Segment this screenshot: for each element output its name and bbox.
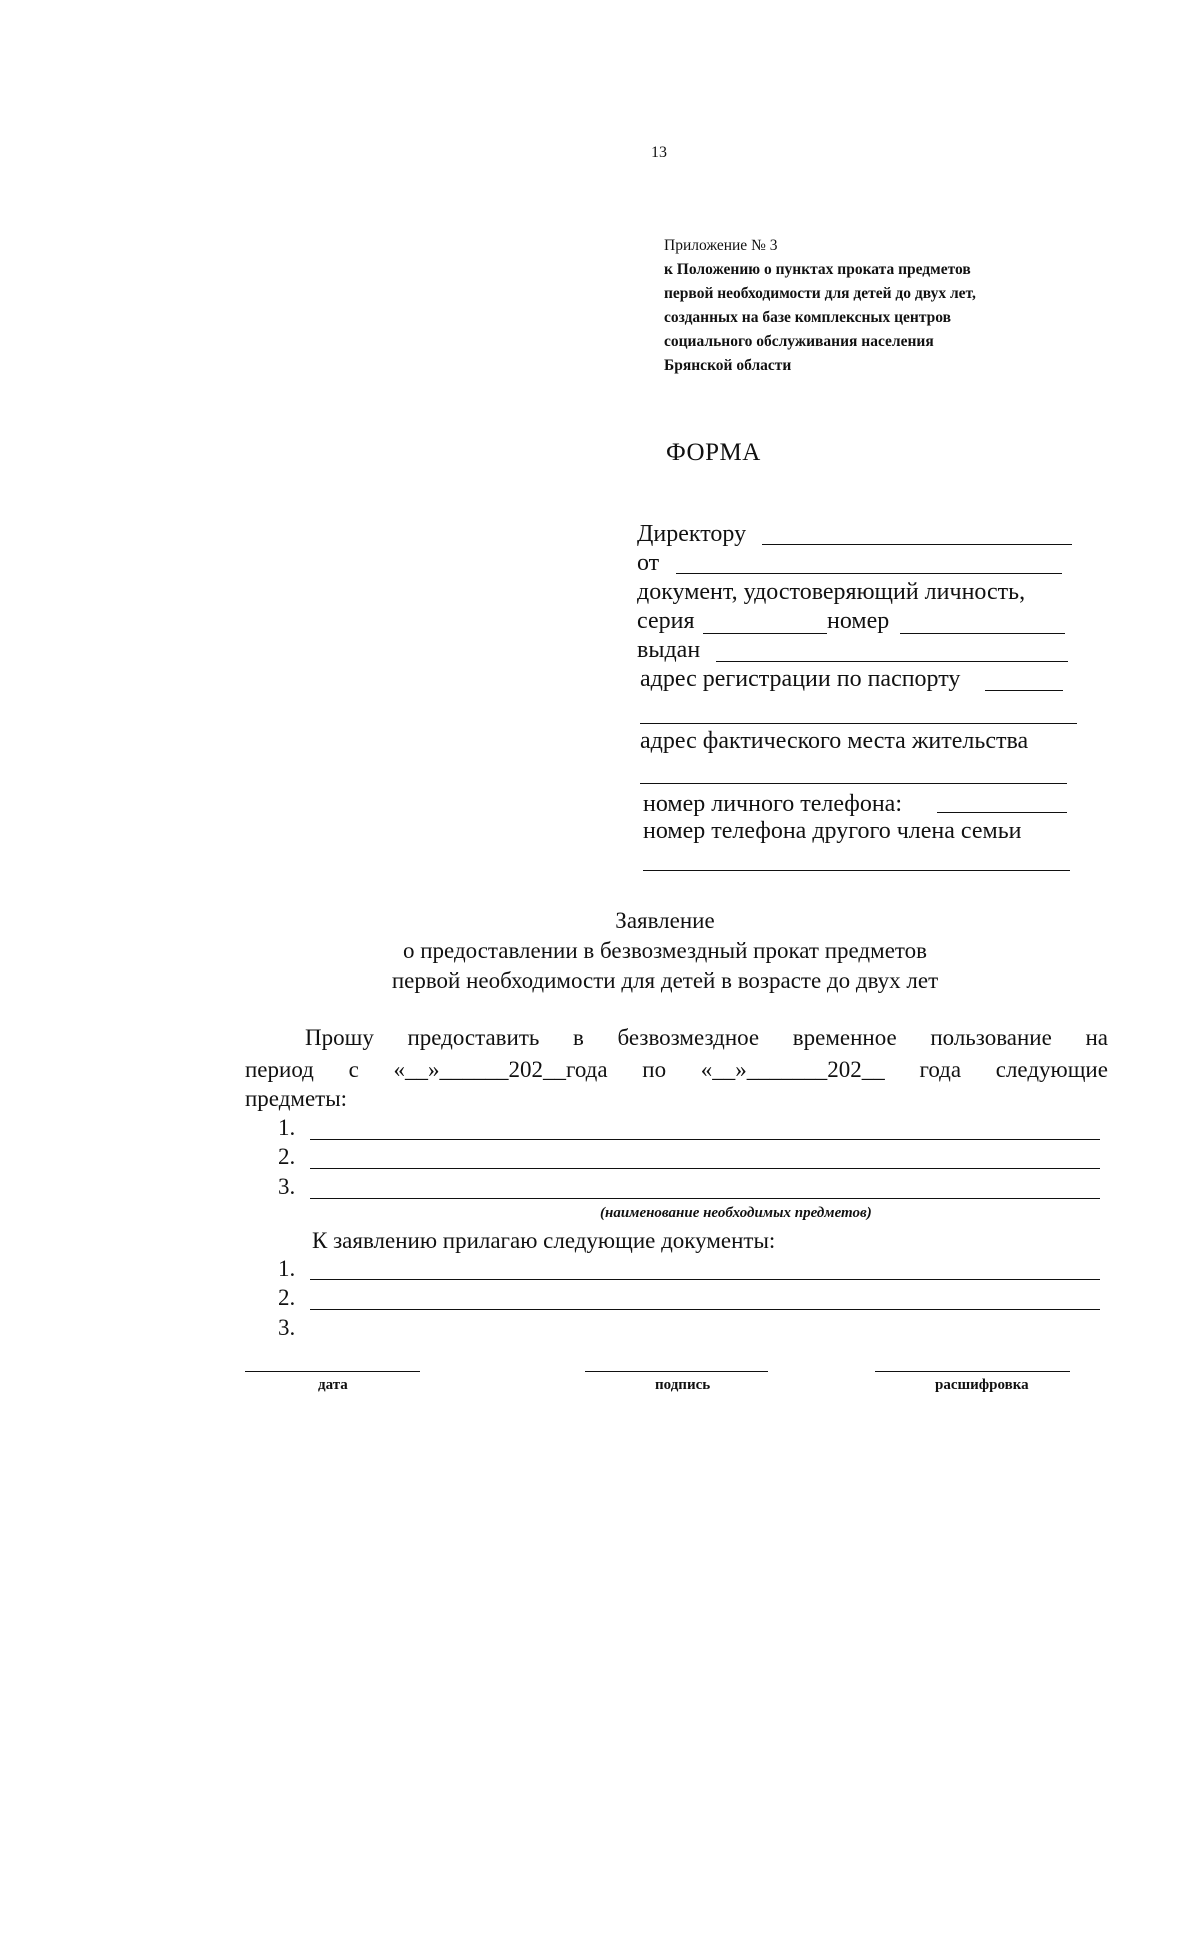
item-field-line[interactable] <box>310 1198 1100 1199</box>
appendix-header <box>664 234 976 378</box>
request-word: следующие <box>995 1057 1108 1082</box>
request-line-1 <box>305 1025 1108 1051</box>
item-number: 3. <box>278 1174 296 1199</box>
registration-address-label: адрес регистрации по паспорту <box>640 666 961 692</box>
appendix-line: первой необходимости для детей до двух лет, <box>664 285 976 302</box>
actual-address-label: адрес фактического места жительства <box>640 728 1029 754</box>
form-title: ФОРМА <box>666 439 761 466</box>
attachments-heading: К заявлению прилагаю следующие документы: <box>312 1228 776 1253</box>
appendix-line: социального обслуживания населения <box>664 333 934 350</box>
signature-label: подпись <box>655 1377 711 1393</box>
item-field-line[interactable] <box>310 1168 1100 1169</box>
request-word: на <box>1085 1025 1108 1050</box>
attachment-number: 3. <box>278 1315 296 1340</box>
attachment-field-line[interactable] <box>310 1279 1100 1280</box>
application-subtitle: о предоставлении в безвозмездный прокат предметов <box>402 938 928 963</box>
request-word: в <box>573 1025 584 1050</box>
request-word: безвозмездное <box>617 1025 760 1050</box>
registration-address-field-line[interactable] <box>985 690 1063 691</box>
personal-phone-field-line[interactable] <box>937 812 1067 813</box>
registration-address-field-line-2[interactable] <box>640 723 1077 724</box>
request-line-3: предметы: <box>245 1086 348 1111</box>
date-field-line[interactable] <box>245 1371 420 1372</box>
request-word: с <box>348 1057 359 1082</box>
series-label: серия <box>637 608 695 634</box>
appendix-line: Приложение № 3 <box>664 237 778 254</box>
item-number: 1. <box>278 1115 296 1140</box>
personal-phone-label: номер личного телефона: <box>643 791 902 817</box>
from-field-line[interactable] <box>676 573 1062 574</box>
request-word: период <box>245 1057 314 1082</box>
director-field-line[interactable] <box>762 544 1072 545</box>
request-line-2 <box>245 1057 1108 1083</box>
attachment-number: 1. <box>278 1256 296 1281</box>
request-word: временное <box>792 1025 897 1050</box>
attachment-number: 2. <box>278 1285 296 1310</box>
series-field-line[interactable] <box>703 633 827 634</box>
number-field-line[interactable] <box>900 633 1065 634</box>
decoding-field-line[interactable] <box>875 1371 1070 1372</box>
period-start-date-field[interactable]: «__»______202__года <box>393 1057 608 1082</box>
period-end-date-field[interactable]: «__»_______202__ <box>700 1057 885 1082</box>
number-label: номер <box>827 608 890 634</box>
request-word: по <box>642 1057 667 1082</box>
items-hint: (наименование необходимых предметов) <box>600 1205 872 1221</box>
appendix-line: Брянской области <box>664 357 792 374</box>
application-subtitle: первой необходимости для детей в возрасте до двух лет <box>391 968 939 993</box>
decoding-label: расшифровка <box>935 1377 1029 1393</box>
page-number: 13 <box>651 144 667 161</box>
item-field-line[interactable] <box>310 1139 1100 1140</box>
request-word: Прошу <box>305 1025 374 1050</box>
date-label: дата <box>318 1377 348 1393</box>
family-phone-label: номер телефона другого члена семьи <box>643 818 1022 844</box>
actual-address-field-line[interactable] <box>640 783 1067 784</box>
application-title: Заявление <box>615 908 715 933</box>
appendix-line: созданных на базе комплексных центров <box>664 309 952 326</box>
issued-label: выдан <box>637 637 701 663</box>
item-number: 2. <box>278 1144 296 1169</box>
appendix-line: к Положению о пунктах проката предметов <box>664 261 971 278</box>
request-word: года <box>919 1057 962 1082</box>
issued-field-line[interactable] <box>716 661 1068 662</box>
family-phone-field-line[interactable] <box>643 870 1070 871</box>
attachment-field-line[interactable] <box>310 1309 1100 1310</box>
signature-field-line[interactable] <box>585 1371 768 1372</box>
director-label: Директору <box>637 521 747 547</box>
id-document-label: документ, удостоверяющий личность, <box>637 579 1026 605</box>
from-label: от <box>637 550 660 576</box>
request-word: пользование <box>930 1025 1052 1050</box>
request-word: предоставить <box>407 1025 540 1050</box>
